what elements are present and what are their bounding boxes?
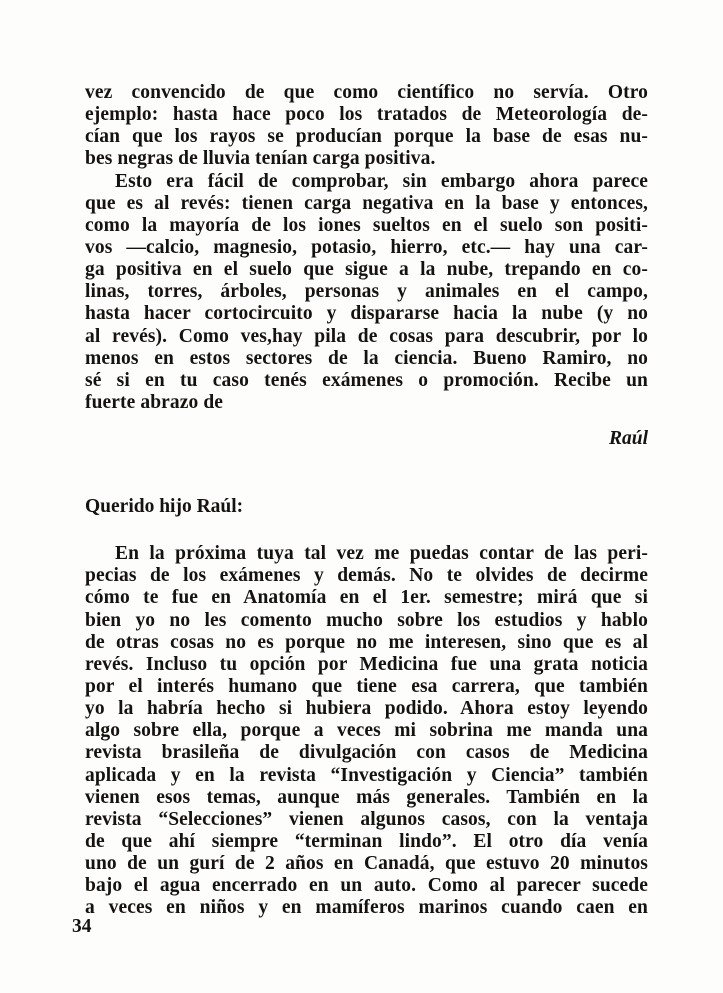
text-line: vez convencido de que como científico no servía. Otro [85,82,648,103]
text-line: cómo te fue en Anatomía en el 1er. semestre; mirá que si [85,587,648,609]
text-line: que es al revés: tienen carga negativa en la base y entonces, [85,192,648,214]
text-line: aplicada y en la revista “Investigación y Ciencia” también [85,764,648,786]
text-line: menos en estos sectores de la ciencia. Bueno Ramiro, no [85,347,648,369]
text-line: revista “Selecciones” vienen algunos casos, con la ventaja [85,808,648,830]
text-line: pecias de los exámenes y demás. No te olvides de decirme [85,565,648,587]
text-line: bien yo no les comento mucho sobre los estudios y hablo [85,609,648,631]
text-line: por el interés humano que tiene esa carrera, que también [85,675,648,697]
text-line: hasta hacer cortocircuito y dispararse hacia la nube (y no [85,303,648,325]
text-line: uno de un gurí de 2 años en Canadá, que estuvo 20 minutos [85,853,648,875]
text-line: sé si en tu caso tenés exámenes o promoción. Recibe un [85,369,648,391]
text-line: al revés). Como ves,hay pila de cosas para descubrir, por lo [85,325,648,347]
text-line: yo la habría hecho si hubiera podido. Ahora estoy leyendo [85,698,648,720]
text-line: bes negras de lluvia tenían carga positiva. [85,148,436,170]
letter-one-signature: Raúl [608,428,648,450]
text-line: bajo el agua encerrado en un auto. Como al parecer sucede [85,875,648,897]
letter-one-body [85,82,648,414]
page-number: 34 [72,916,92,937]
text-line: vos —calcio, magnesio, potasio, hierro, etc.— hay una car- [85,236,648,258]
text-line: a veces en niños y en mamíferos marinos cuando caen en [85,897,648,919]
text-line: En la próxima tuya tal vez me puedas contar de las peri- [115,543,648,565]
text-line: revista brasileña de divulgación con casos de Medicina [85,742,648,764]
text-line: ga positiva en el suelo que sigue a la nube, trepando en co- [85,259,648,281]
text-line: vienen esos temas, aunque más generales. También en la [85,786,648,808]
text-line: linas, torres, árboles, personas y animales en el campo, [85,281,648,303]
page-text-block [85,82,648,920]
text-line: de otras cosas no es porque no me interesen, sino que es al [85,631,648,653]
text-line: cían que los rayos se producían porque la base de esas nu- [85,126,648,148]
text-line: fuerte abrazo de [85,391,224,413]
text-line: algo sobre ella, porque a veces mi sobrina me manda una [85,720,648,742]
text-line: de que ahí siempre “terminan lindo”. El otro día venía [85,830,648,852]
text-line: Esto era fácil de comprobar, sin embargo ahora parece [115,170,648,192]
letter-one-ending [85,82,648,450]
letter-two-salutation: Querido hijo Raúl: [85,496,244,518]
text-line: ejemplo: hasta hace poco los tratados de Meteorología de- [85,104,648,126]
letter-two-body [85,543,648,919]
letter-two [85,496,648,919]
text-line: revés. Incluso tu opción por Medicina fue una grata noticia [85,653,648,675]
text-line: como la mayoría de los iones sueltos en el suelo son positi- [85,214,648,236]
